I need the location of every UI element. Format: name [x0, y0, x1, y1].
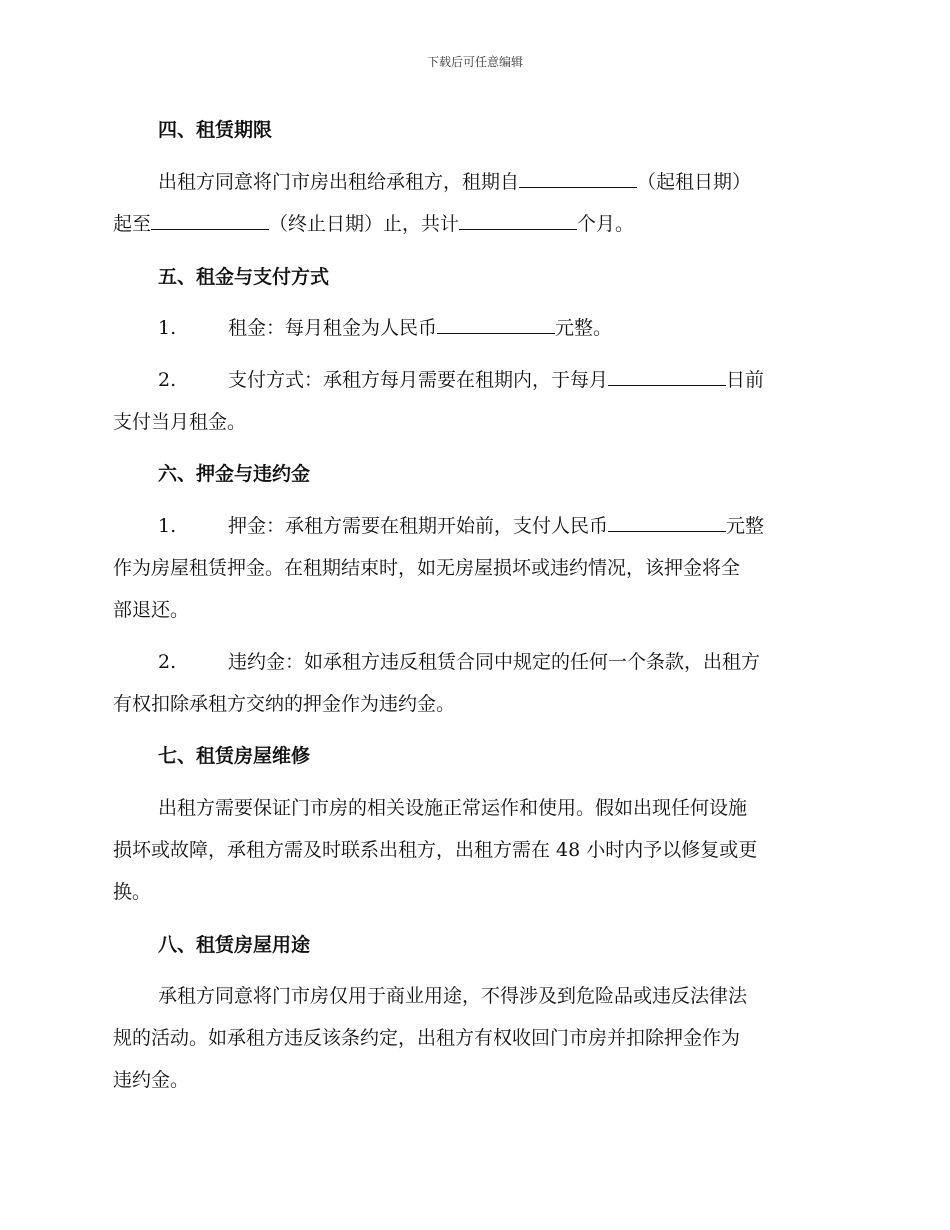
item-number: 1. — [158, 317, 177, 339]
months-blank — [459, 228, 577, 230]
section-4-text: （终止日期）止，共计 — [269, 213, 460, 235]
section-5-text: 租金：每月租金为人民币 — [228, 317, 438, 339]
payment-day-blank — [608, 384, 726, 386]
monthly-rent-blank — [437, 332, 555, 334]
section-8-line-2: 规的活动。如承租方违反该条约定，出租方有权收回门市房并扣除押金作为 — [113, 1027, 741, 1049]
section-4-title: 四、租赁期限 — [158, 119, 273, 141]
section-8-title: 八、租赁房屋用途 — [158, 934, 311, 956]
section-6-item-2 — [158, 647, 760, 674]
end-date-blank — [151, 228, 269, 230]
section-4-text: （起租日期） — [637, 171, 752, 193]
section-6-item-2-cont: 有权扣除承租方交纳的押金作为违约金。 — [113, 693, 456, 715]
section-6-item-1 — [158, 511, 764, 538]
section-4-line-2 — [113, 209, 634, 236]
section-6-text: 押金：承租方需要在租期开始前，支付人民币 — [228, 515, 609, 537]
section-6-text: 违约金：如承租方违反租赁合同中规定的任何一个条款，出租方 — [228, 651, 761, 673]
section-7-line-3: 换。 — [113, 881, 152, 903]
item-number: 2. — [158, 369, 177, 391]
section-8-line-3: 违约金。 — [113, 1069, 190, 1091]
section-6-title: 六、押金与违约金 — [158, 463, 311, 485]
section-4-text: 个月。 — [577, 213, 635, 235]
section-5-text: 元整。 — [555, 317, 613, 339]
item-number: 2. — [158, 651, 177, 673]
section-5-text: 日前 — [726, 369, 765, 391]
start-date-blank — [519, 186, 637, 188]
deposit-blank — [608, 530, 726, 532]
section-7-title: 七、租赁房屋维修 — [158, 745, 311, 767]
page-header: 下载后可任意编辑 — [426, 55, 523, 69]
section-7-line-2: 损坏或故障，承租方需及时联系出租方，出租方需在 48 小时内予以修复或更 — [113, 839, 758, 861]
section-5-title: 五、租金与支付方式 — [158, 266, 330, 288]
section-5-item-2 — [158, 365, 764, 392]
section-4-text: 出租方同意将门市房出租给承租方，租期自 — [158, 171, 520, 193]
section-5-item-1 — [158, 313, 612, 340]
section-6-item-1-cont: 部退还。 — [113, 599, 190, 621]
section-4-text: 起至 — [113, 213, 152, 235]
section-7-line-1: 出租方需要保证门市房的相关设施正常运作和使用。假如出现任何设施 — [158, 797, 748, 819]
section-6-item-1-cont: 作为房屋租赁押金。在租期结束时，如无房屋损坏或违约情况，该押金将全 — [113, 557, 741, 579]
section-8-line-1: 承租方同意将门市房仅用于商业用途，不得涉及到危险品或违反法律法 — [158, 985, 748, 1007]
section-5-text: 支付方式：承租方每月需要在租期内，于每月 — [228, 369, 609, 391]
section-5-item-2-cont: 支付当月租金。 — [113, 411, 247, 433]
section-4-line-1 — [158, 167, 751, 194]
section-6-text: 元整 — [726, 515, 765, 537]
item-number: 1. — [158, 515, 177, 537]
